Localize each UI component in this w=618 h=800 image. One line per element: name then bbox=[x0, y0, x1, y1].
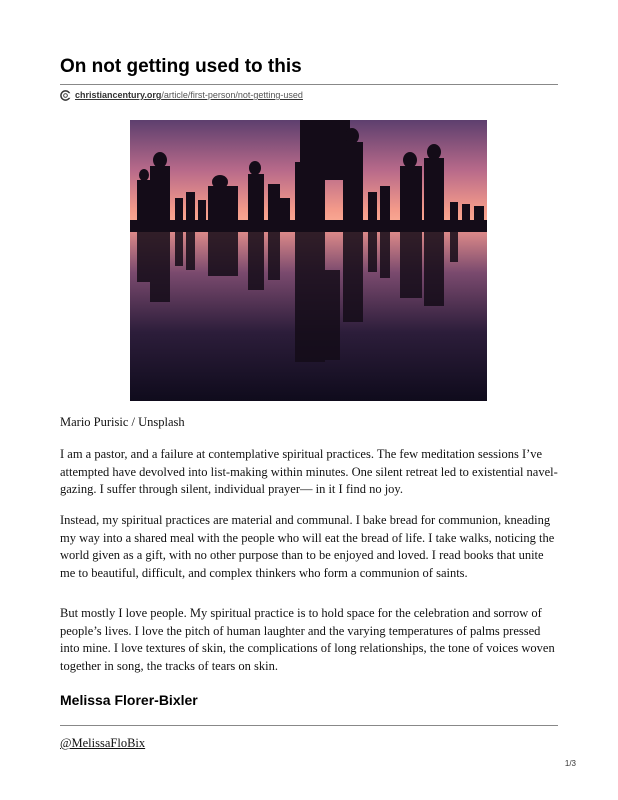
title-divider bbox=[60, 84, 558, 85]
author-divider bbox=[60, 725, 558, 726]
article-title: On not getting used to this bbox=[60, 56, 302, 77]
source-link-row bbox=[60, 88, 303, 102]
paragraph-3: But mostly I love people. My spiritual practice is to hold space for the celebration and sorrow of people’s lives. I love the pitch of human laughter and the varying temperatures of palms pressed into mine. I love textures of skin, the complications of long relationships, the tone of voices woven together in song, the tracks of tears on skin. bbox=[60, 606, 555, 673]
page-number: 1/3 bbox=[564, 759, 576, 768]
christian-century-logo-icon bbox=[60, 90, 71, 101]
source-url-link[interactable] bbox=[75, 88, 303, 102]
author-handle-link[interactable]: @MelissaFloBix bbox=[60, 736, 146, 750]
image-caption: Mario Purisic / Unsplash bbox=[60, 415, 185, 429]
paragraph-1: I am a pastor, and a failure at contemplative spiritual practices. The few meditation sessions I’ve attempted have devolved into list-making within minutes. One silent retreat led to existential navel-gazing. I suffer through silent, individual prayer— in it I find no joy. bbox=[60, 447, 558, 496]
source-domain: christiancentury.org bbox=[75, 90, 162, 100]
hero-image-silhouettes-at-sunset bbox=[130, 120, 487, 401]
paragraph-2: Instead, my spiritual practices are material and communal. I bake bread for communion, kneading my way into a shared meal with the people who will eat the bread of life. I take walks, noticing the world given as a gift, with no other purpose than to be enjoyed and loved. I read books that unite me to beautiful, difficult, and complex thinkers who form a communion of saints. bbox=[60, 513, 555, 580]
author-name: Melissa Florer-Bixler bbox=[60, 692, 198, 708]
source-path: /article/first-person/not-getting-used bbox=[161, 90, 303, 100]
